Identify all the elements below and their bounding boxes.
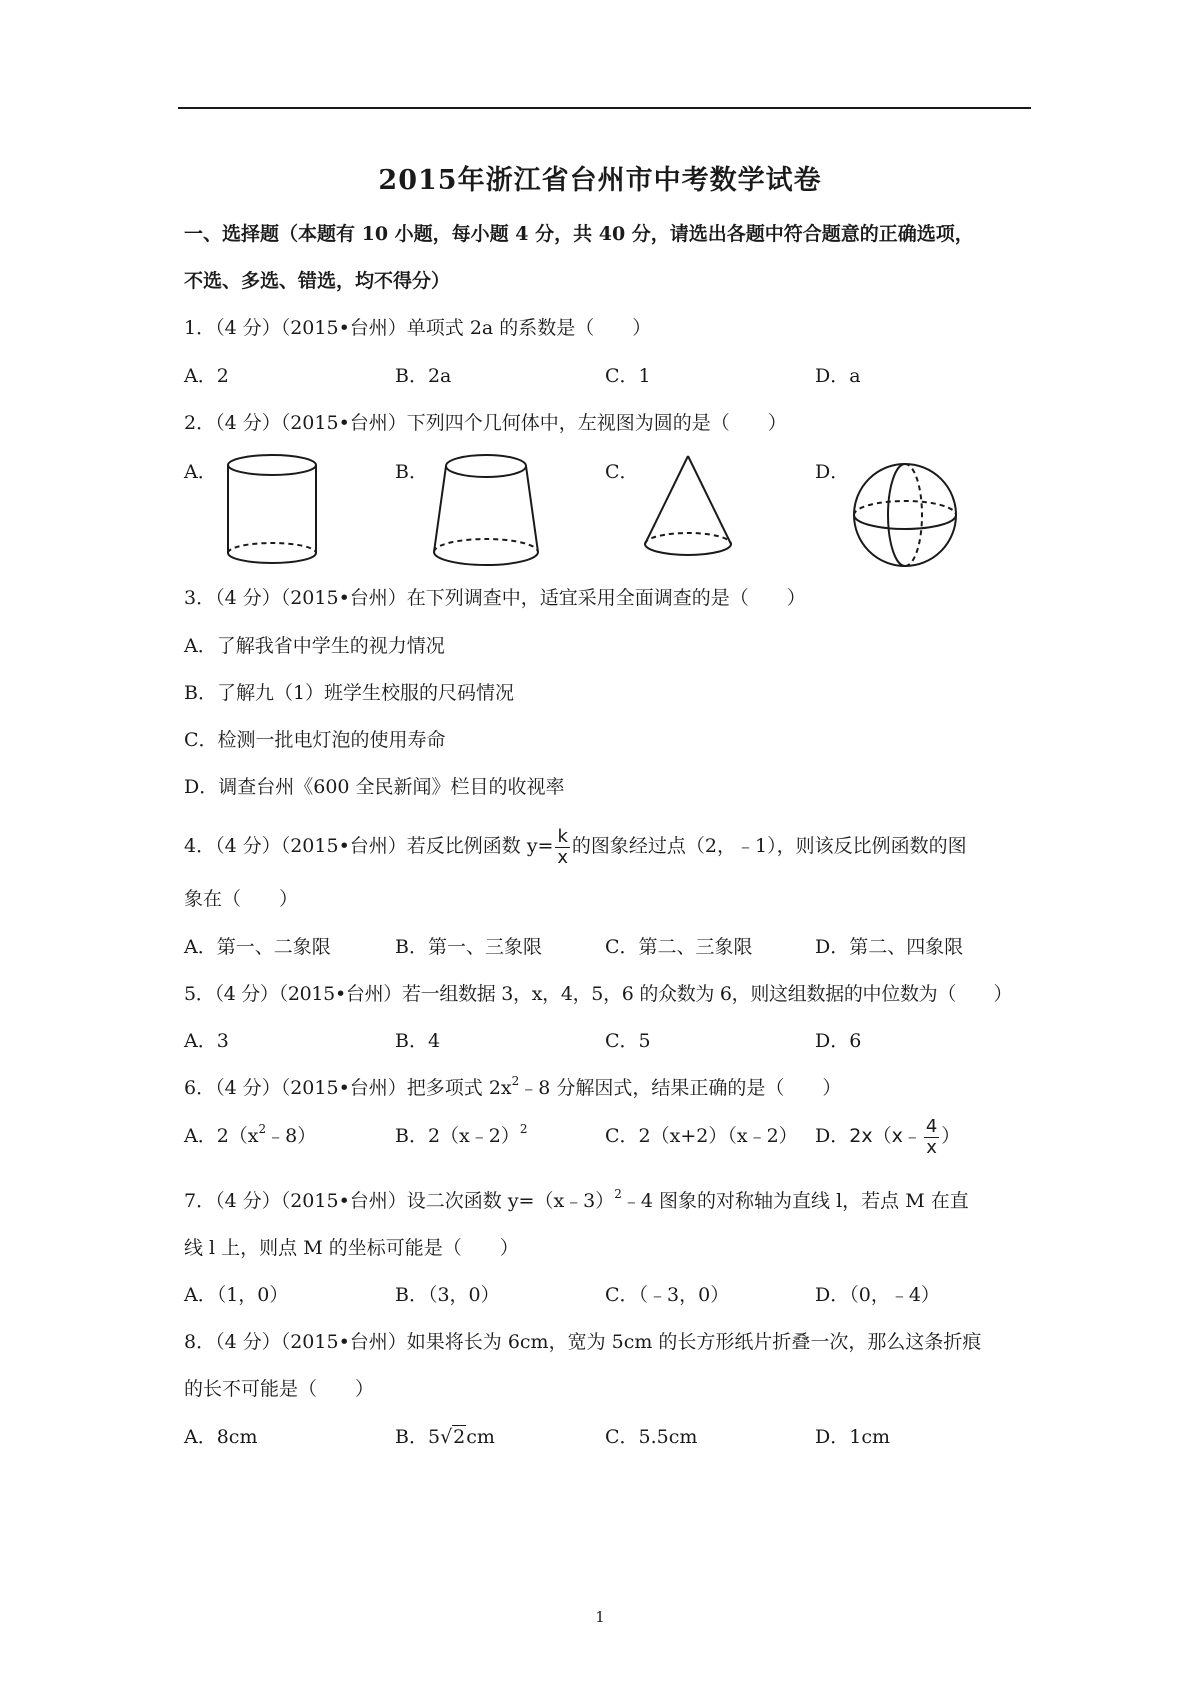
q8-option-b bbox=[395, 1425, 495, 1449]
q6-option-d-numerator: 4 bbox=[925, 1115, 938, 1137]
q5-option-d: D．6 bbox=[815, 1030, 862, 1052]
q6-option-c: C．2（x+2）（x﹣2） bbox=[605, 1125, 798, 1147]
q1-option-d: D．a bbox=[815, 365, 861, 387]
section-heading-line2: 不选、多选、错选，均不得分） bbox=[184, 270, 451, 292]
q7-exponent: 2 bbox=[614, 1187, 622, 1201]
q6-option-a bbox=[184, 1124, 316, 1148]
section-heading-line1: 一、选择题（本题有 10 小题，每小题 4 分，共 40 分，请选出各题中符合题意的正确选项， bbox=[184, 223, 974, 245]
q8-option-b-sqrt bbox=[440, 1425, 466, 1449]
q5-option-b: B．4 bbox=[395, 1030, 441, 1052]
q1-option-a: A．2 bbox=[184, 365, 229, 387]
q6-option-d-label: D． bbox=[815, 1125, 850, 1147]
question-7-stem bbox=[184, 1189, 969, 1213]
q7-option-b: B．（3，0） bbox=[395, 1284, 500, 1306]
page-title: 2015年浙江省台州市中考数学试卷 bbox=[378, 165, 822, 196]
q6-option-d bbox=[815, 1112, 960, 1160]
q3-option-b: B．了解九（1）班学生校服的尺码情况 bbox=[184, 682, 515, 704]
q5-option-a: A．3 bbox=[184, 1030, 229, 1052]
q2-option-a: A． bbox=[184, 461, 217, 483]
q4-option-a: A．第一、二象限 bbox=[184, 936, 331, 958]
q8-option-d: D．1cm bbox=[815, 1426, 890, 1448]
q7-stem-part2: ﹣4 图象的对称轴为直线 l，若点 M 在直 bbox=[621, 1190, 969, 1212]
q8-option-c: C．5.5cm bbox=[605, 1426, 698, 1448]
question-4-stem-continued: 象在（ ） bbox=[184, 888, 299, 910]
q2-option-c: C． bbox=[605, 461, 639, 483]
q6-stem-part2: ﹣8 分解因式，结果正确的是（ ） bbox=[519, 1077, 842, 1099]
question-5-stem: 5．（4 分）（2015•台州）若一组数据 3，x，4，5，6 的众数为 6，则这组数据的中位数为（ ） bbox=[184, 983, 1013, 1005]
q3-option-a: A．了解我省中学生的视力情况 bbox=[184, 635, 445, 657]
q4-stem-part2: 的图象经过点（2，﹣1），则该反比例函数的图 bbox=[571, 835, 967, 857]
question-3-stem: 3．（4 分）（2015•台州）在下列调查中，适宜采用全面调查的是（ ） bbox=[184, 587, 806, 609]
question-6-stem bbox=[184, 1076, 841, 1100]
page-number: 1 bbox=[595, 1608, 605, 1626]
q6-option-d-part2: ） bbox=[941, 1125, 961, 1147]
frustum-figure bbox=[430, 452, 542, 570]
q4-option-b: B．第一、三象限 bbox=[395, 936, 542, 958]
question-7-stem-continued: 线 l 上，则点 M 的坐标可能是（ ） bbox=[184, 1237, 519, 1259]
sqrt-icon: √ bbox=[440, 1426, 453, 1448]
q7-option-c: C．（﹣3，0） bbox=[605, 1284, 730, 1306]
q4-fraction-k-over-x bbox=[555, 825, 569, 868]
question-2-stem: 2．（4 分）（2015•台州）下列四个几何体中，左视图为圆的是（ ） bbox=[184, 412, 787, 434]
q7-option-a: A．（1，0） bbox=[184, 1284, 289, 1306]
q6-option-b bbox=[395, 1124, 528, 1148]
q6-option-a-part1: A．2（x bbox=[184, 1125, 259, 1147]
q6-option-a-exponent: 2 bbox=[258, 1122, 267, 1136]
q6-option-a-part2: ﹣8） bbox=[266, 1125, 317, 1147]
q7-option-d: D．（0，﹣4） bbox=[815, 1284, 940, 1306]
q3-option-c: C．检测一批电灯泡的使用寿命 bbox=[184, 729, 446, 751]
q8-option-b-part1: B．5 bbox=[395, 1426, 441, 1448]
q6-option-d-denominator: x bbox=[926, 1136, 937, 1158]
q4-frac-denominator: x bbox=[557, 846, 569, 868]
sphere-figure bbox=[850, 460, 960, 570]
q1-option-b: B．2a bbox=[395, 365, 452, 387]
q4-frac-numerator: k bbox=[557, 825, 568, 847]
q2-option-d: D． bbox=[815, 461, 850, 483]
q7-stem-part1: 7．（4 分）（2015•台州）设二次函数 y=（x﹣3） bbox=[184, 1190, 615, 1212]
q2-option-b: B． bbox=[395, 461, 428, 483]
header-rule bbox=[178, 107, 1031, 109]
question-8-stem-continued: 的长不可能是（ ） bbox=[184, 1378, 375, 1400]
q8-option-b-part2: cm bbox=[466, 1426, 495, 1448]
q1-option-c: C．1 bbox=[605, 365, 651, 387]
cone-figure bbox=[640, 452, 736, 570]
q6-option-b-part1: B．2（x﹣2） bbox=[395, 1125, 520, 1147]
q6-option-d-part1: 2x（x﹣ bbox=[849, 1125, 922, 1147]
q4-option-d: D．第二、四象限 bbox=[815, 936, 964, 958]
q8-option-b-radicand: 2 bbox=[453, 1426, 466, 1448]
q4-stem-part1: 4．（4 分）（2015•台州）若反比例函数 y= bbox=[184, 835, 554, 857]
q5-option-c: C．5 bbox=[605, 1030, 651, 1052]
q4-option-c: C．第二、三象限 bbox=[605, 936, 753, 958]
q8-option-a: A．8cm bbox=[184, 1426, 258, 1448]
q6-option-b-exponent: 2 bbox=[519, 1122, 528, 1136]
question-4-stem bbox=[184, 823, 967, 869]
cylinder-figure bbox=[222, 452, 322, 570]
q3-option-d: D．调查台州《600 全民新闻》栏目的收视率 bbox=[184, 776, 565, 798]
q6-exponent: 2 bbox=[511, 1074, 520, 1088]
question-8-stem: 8．（4 分）（2015•台州）如果将长为 6cm，宽为 5cm 的长方形纸片折叠一次，那么这条折痕 bbox=[184, 1331, 982, 1353]
q6-stem-part1: 6．（4 分）（2015•台州）把多项式 2x bbox=[184, 1077, 512, 1099]
question-1-stem: 1．（4 分）（2015•台州）单项式 2a 的系数是（ ） bbox=[184, 317, 652, 339]
q6-option-d-fraction bbox=[924, 1115, 939, 1158]
